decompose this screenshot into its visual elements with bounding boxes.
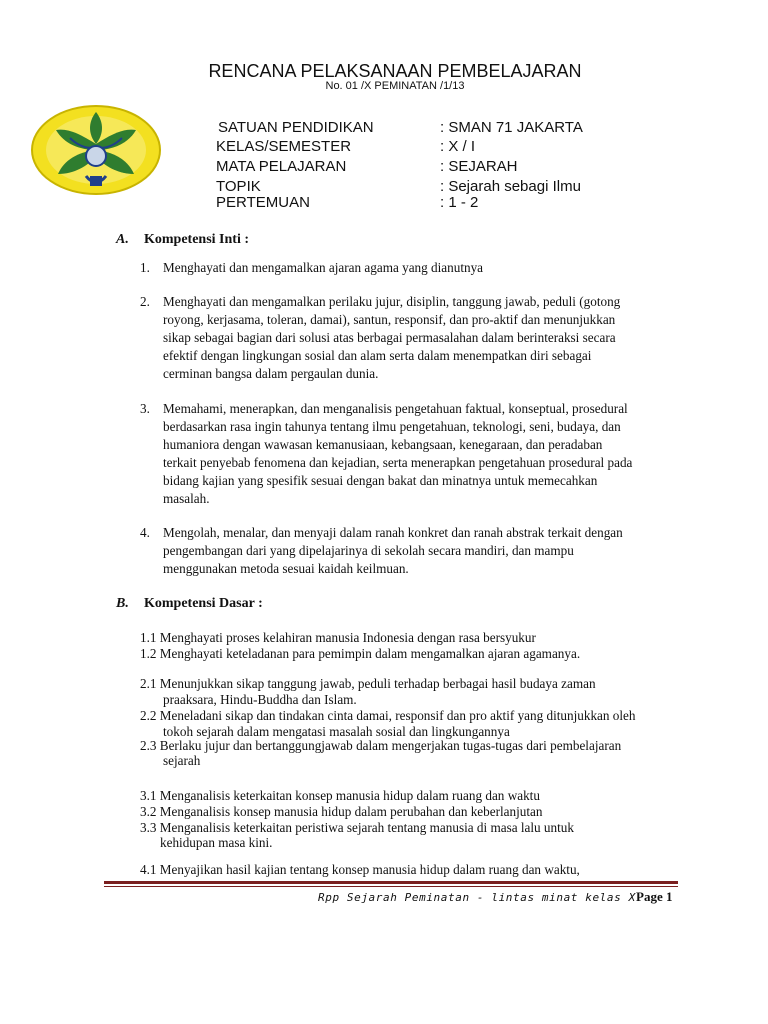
item-number: 4. xyxy=(140,525,150,540)
kd-line: 1.1 Menghayati proses kelahiran manusia Indonesia dengan rasa bersyukur xyxy=(140,630,536,645)
item-line: masalah. xyxy=(163,491,210,506)
item-text xyxy=(163,293,700,383)
item-line: Memahami, menerapkan, dan menganalisis pengetahuan faktual, konseptual, prosedural xyxy=(163,401,628,416)
info-value-satuan: : SMAN 71 JAKARTA xyxy=(440,119,583,136)
info-label-pertemuan: PERTEMUAN xyxy=(216,194,310,211)
info-value-topik: : Sejarah sebagi Ilmu xyxy=(440,178,581,195)
item-line: pengembangan dari yang dipelajarinya di sekolah secara mandiri, dan mampu xyxy=(163,543,574,558)
item-line: sikap sebagai bagian dari solusi atas berbagai permasalahan dalam berinteraksi secara xyxy=(163,330,616,345)
item-text xyxy=(163,259,700,277)
item-line: menggunakan metoda sesuai kaidah keilmuan. xyxy=(163,561,409,576)
item-line: berdasarkan rasa ingin tahunya tentang ilmu pengetahuan, teknologi, seni, budaya, dan xyxy=(163,419,621,434)
document-number: No. 01 /X PEMINATAN /1/13 xyxy=(325,80,465,92)
list-item xyxy=(140,524,700,580)
kd-line: 2.3 Berlaku jujur dan bertanggungjawab dalam mengerjakan tugas-tugas dari pembelajaran xyxy=(140,738,622,753)
kd-line: kehidupan masa kini. xyxy=(160,835,273,850)
item-text xyxy=(163,400,700,508)
school-emblem-icon xyxy=(30,104,162,196)
item-line: Mengolah, menalar, dan menyaji dalam ranah konkret dan ranah abstrak terkait dengan xyxy=(163,525,623,540)
info-label-topik: TOPIK xyxy=(216,178,261,195)
item-line: royong, kerjasama, toleran, damai), santun, responsif, dan pro-aktif dan menunjukkan xyxy=(163,312,616,327)
item-text xyxy=(163,524,700,578)
info-value-kelas: : X / I xyxy=(440,138,476,155)
section-a-letter: A. xyxy=(116,232,129,247)
item-number: 1. xyxy=(140,260,150,275)
section-a-title: Kompetensi Inti : xyxy=(144,232,249,247)
document-title: RENCANA PELAKSANAAN PEMBELAJARAN xyxy=(208,61,582,81)
item-line: efektif dengan lingkungan sosial dan alam serta dalam menempatkan diri sebagai xyxy=(163,348,592,363)
kd-line: 2.1 Menunjukkan sikap tanggung jawab, peduli terhadap berbagai hasil budaya zaman xyxy=(140,676,596,691)
kd-line: 4.1 Menyajikan hasil kajian tentang konsep manusia hidup dalam ruang dan waktu, xyxy=(140,862,580,877)
page-number: Page 1 xyxy=(636,889,673,904)
info-value-pertemuan: : 1 - 2 xyxy=(440,194,479,211)
kd-line: tokoh sejarah dalam mengatasi masalah sosial dan lingkungannya xyxy=(163,724,510,739)
footer-text: Rpp Sejarah Peminatan - lintas minat kelas X xyxy=(318,891,636,904)
item-line: terkait penyebab fenomena dan kejadian, serta menerapkan pengetahuan prosedural pada xyxy=(163,455,633,470)
kd-line: 3.3 Menganalisis keterkaitan peristiwa sejarah tentang manusia di masa lalu untuk xyxy=(140,820,574,835)
section-b-letter: B. xyxy=(116,596,129,611)
info-label-satuan: SATUAN PENDIDIKAN xyxy=(218,119,374,136)
item-line: Menghayati dan mengamalkan ajaran agama yang dianutnya xyxy=(163,260,484,275)
list-item xyxy=(140,293,700,385)
kd-line: 3.1 Menganalisis keterkaitan konsep manusia hidup dalam ruang dan waktu xyxy=(140,788,540,803)
item-number: 3. xyxy=(140,401,150,416)
info-value-mapel: : SEJARAH xyxy=(440,158,518,175)
kd-line: 1.2 Menghayati keteladanan para pemimpin dalam mengamalkan ajaran agamanya. xyxy=(140,646,581,661)
info-label-mapel: MATA PELAJARAN xyxy=(216,158,347,175)
item-line: bidang kajian yang spesifik sesuai dengan bakat dan minatnya untuk memecahkan xyxy=(163,473,598,488)
footer-rule-thick xyxy=(104,881,678,884)
item-number: 2. xyxy=(140,294,150,309)
info-label-kelas: KELAS/SEMESTER xyxy=(216,138,352,155)
list-item xyxy=(140,400,700,510)
kd-line: 3.2 Menganalisis konsep manusia hidup dalam perubahan dan keberlanjutan xyxy=(140,804,543,819)
section-b-title: Kompetensi Dasar : xyxy=(144,596,263,611)
item-line: cerminan bangsa dalam pergaulan dunia. xyxy=(163,366,379,381)
kd-line: sejarah xyxy=(163,753,201,768)
section-b-heading xyxy=(116,596,263,612)
list-item xyxy=(140,259,700,279)
footer-rule-thin xyxy=(104,886,678,887)
kd-line: 2.2 Meneladani sikap dan tindakan cinta damai, responsif dan pro aktif yang ditunjukkan oleh xyxy=(140,708,636,723)
section-a-heading xyxy=(116,232,249,248)
item-line: humaniora dengan wawasan kemanusiaan, kebangsaan, kenegaraan, dan peradaban xyxy=(163,437,603,452)
item-line: Menghayati dan mengamalkan perilaku jujur, disiplin, tanggung jawab, peduli (gotong xyxy=(163,294,621,309)
kd-line: praaksara, Hindu-Buddha dan Islam. xyxy=(163,692,357,707)
